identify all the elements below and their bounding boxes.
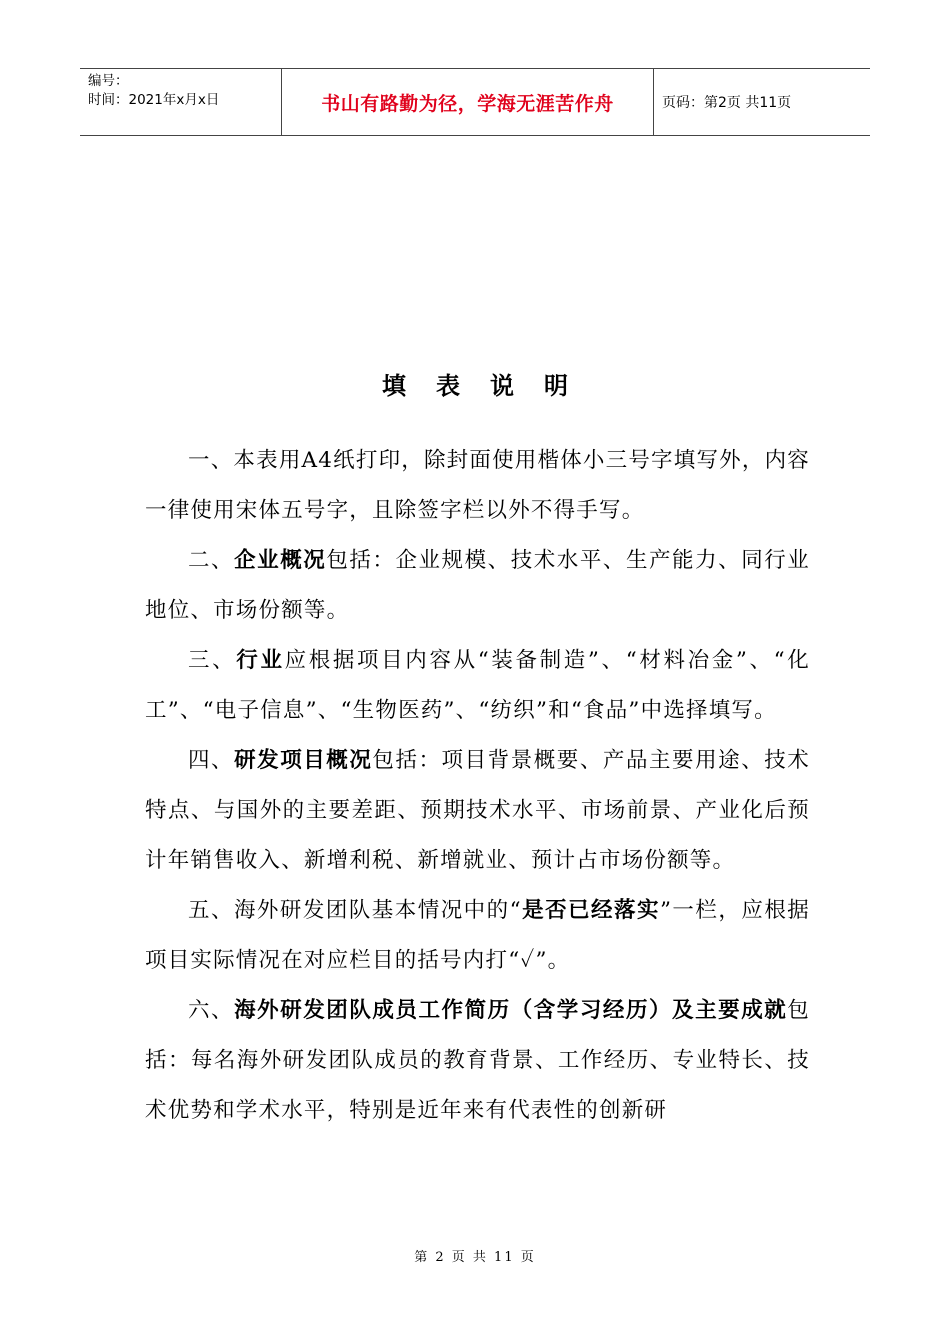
paragraph-text: 五、海外研发团队基本情况中的“ [188, 898, 522, 923]
paragraph-text: 一、本表用A4纸打印，除封面使用楷体小三号字填写外，内容一律使用宋体五号字，且除签字栏以外不得手写。 [145, 448, 810, 523]
instructions-body [145, 436, 810, 1136]
paragraph-2 [145, 536, 810, 636]
paragraph-text: 包括：企业规模、技术水平、生产能力、同行业地位、市场份额等。 [145, 548, 810, 623]
paragraph-bold: 行业 [236, 648, 285, 673]
header-meta [80, 69, 282, 135]
paragraph-5 [145, 886, 810, 986]
paragraph-bold: 是否已经落实 [521, 898, 660, 923]
paragraph-text: ”一栏，应根据项目实际情况在对应栏目的括号内打“✓”。 [145, 898, 810, 973]
header-page-info: 页码：第2页 共11页 [662, 95, 792, 111]
paragraph-3 [145, 636, 810, 736]
paragraph-text: 包括：项目背景概要、产品主要用途、技术特点、与国外的主要差距、预期技术水平、市场前景、产业化后预计年销售收入、新增利税、新增就业、预计占市场份额等。 [145, 748, 810, 873]
paragraph-text: 四、 [188, 748, 235, 773]
number-label: 编号： [88, 73, 129, 89]
header-motto: 书山有路勤为径，学海无涯苦作舟 [282, 69, 654, 135]
page-header [80, 68, 870, 136]
page-footer: 第 2 页 共 11 页 [414, 1250, 536, 1265]
paragraph-bold: 海外研发团队成员工作简历（含学习经历）及主要成就 [234, 998, 788, 1023]
paragraph-6 [145, 986, 810, 1136]
time-label: 时间：2021年x月x日 [88, 92, 220, 108]
paragraph-text: 包括：每名海外研发团队成员的教育背景、工作经历、专业特长、技术优势和学术水平，特别是近年来有代表性的创新研 [145, 998, 810, 1123]
paragraph-bold: 研发项目概况 [234, 748, 373, 773]
paragraph-text: 二、 [188, 548, 235, 573]
paragraph-text: 六、 [188, 998, 235, 1023]
paragraph-1 [145, 436, 810, 536]
paragraph-4 [145, 736, 810, 886]
paragraph-text: 应根据项目内容从“装备制造”、“材料冶金”、“化工”、“电子信息”、“生物医药”、“纺织”和“食品”中选择填写。 [145, 648, 811, 723]
paragraph-text: 三、 [188, 648, 237, 673]
document-title: 填表说明 [382, 372, 598, 400]
paragraph-bold: 企业概况 [234, 548, 327, 573]
